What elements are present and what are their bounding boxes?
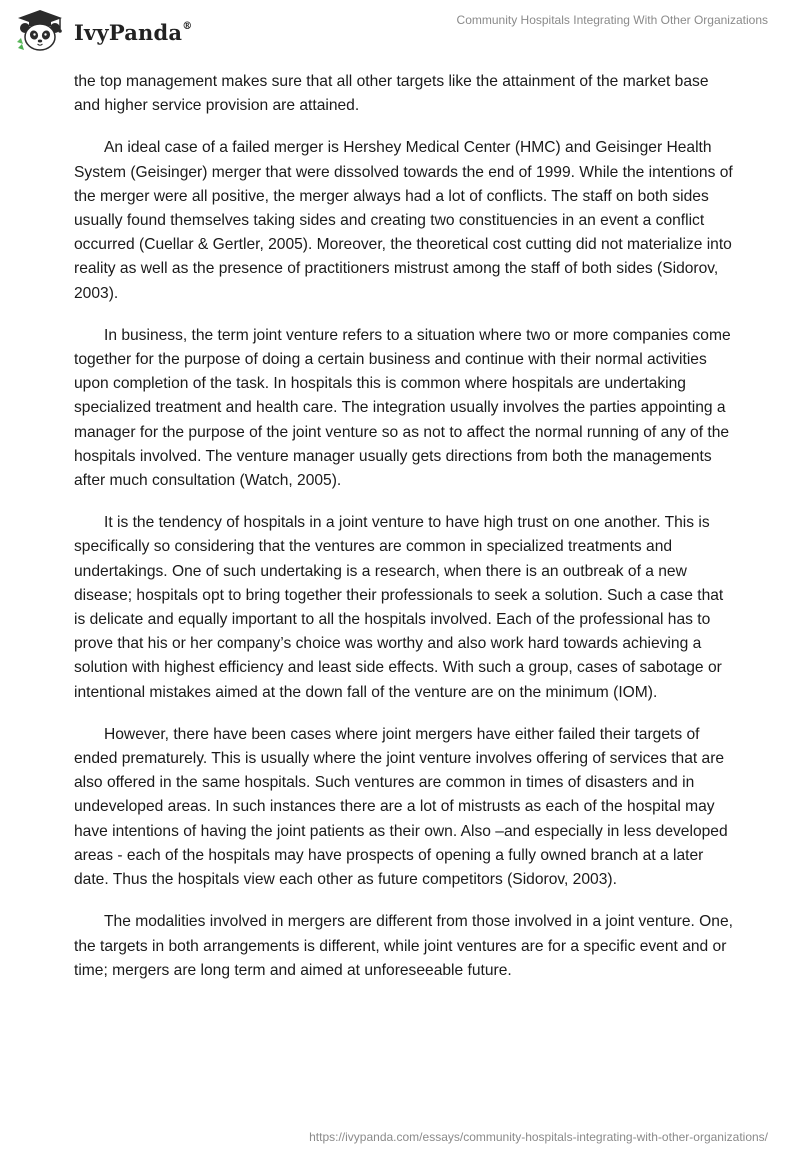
paragraph: the top management makes sure that all other targets like the attainment of the market base and higher service provision are attained. — [74, 73, 709, 115]
panda-graduate-icon — [14, 8, 66, 52]
essay-body — [74, 70, 734, 1001]
brand-name-text: IvyPanda — [74, 19, 183, 45]
paragraph: An ideal case of a failed merger is Hershey Medical Center (HMC) and Geisinger Health System (Geisinger) merger that were dissolved towards the end of 1999. While the intentions of the merger were all positive, the merger always had a lot of conflicts. The staff on both sides usually found themselves taking sides and creating two constituencies in an event a conflict occurred (Cuellar & Gertler, 2005). Moreover, the theoretical cost cutting did not materialize into reality as well as the presence of practitioners mistrust among the staff of both sides (Sidorov, 2003). — [74, 139, 733, 302]
paragraph: In business, the term joint venture refers to a situation where two or more companies come together for the purpose of doing a certain business and continue with their normal activities upon completion of the task. In hospitals this is common where hospitals are undertaking specialized treatment and health care. The integration usually involves the parties appointing a manager for the purpose of the joint venture so as not to affect the normal running of any of the hospitals involved. The venture manager usually gets directions from both the managements after much consultation (Watch, 2005). — [74, 326, 731, 490]
registered-mark: ® — [182, 20, 193, 32]
paragraph: It is the tendency of hospitals in a joint venture to have high trust on one another. This is specifically so considering that the ventures are common in specialized treatments and undertakings. One of such undertaking is a research, when there is an outbreak of a new disease; hospitals opt to bring together their professionals to seek a solution. Such a case that is delicate and equally important to all the hospitals involved. Each of the professional has to prove that his or her company’s choice was worthy and also work hard towards achieving a solution with highest efficiency and least side effects. With such a group, cases of sabotage or intentional mistakes aimed at the down fall of the venture are on the minimum (IOM). — [74, 514, 724, 701]
brand-name — [74, 20, 192, 45]
ivypanda-logo[interactable] — [14, 8, 192, 52]
page-header — [0, 0, 800, 64]
document-title: Community Hospitals Integrating With Other Organizations — [456, 13, 768, 27]
source-url[interactable]: https://ivypanda.com/essays/community-hospitals-integrating-with-other-organizations/ — [309, 1130, 768, 1144]
paragraph: The modalities involved in mergers are different from those involved in a joint venture. One, the targets in both arrangements is different, while joint ventures are for a specific event and or time; mergers are long term and aimed at unforeseeable future. — [74, 913, 733, 979]
paragraph: However, there have been cases where joint mergers have either failed their targets of ended prematurely. This is usually where the joint venture involves offering of services that are also offered in the same hospitals. Such ventures are common in times of disasters and in undeveloped areas. In such instances there are a lot of mistrusts as each of the hospital may have intentions of having the joint patients as their own. Also –and especially in less developed areas - each of the hospitals may have prospects of opening a fully owned branch at a later date. Thus the hospitals view each other as future competitors (Sidorov, 2003). — [74, 725, 728, 889]
